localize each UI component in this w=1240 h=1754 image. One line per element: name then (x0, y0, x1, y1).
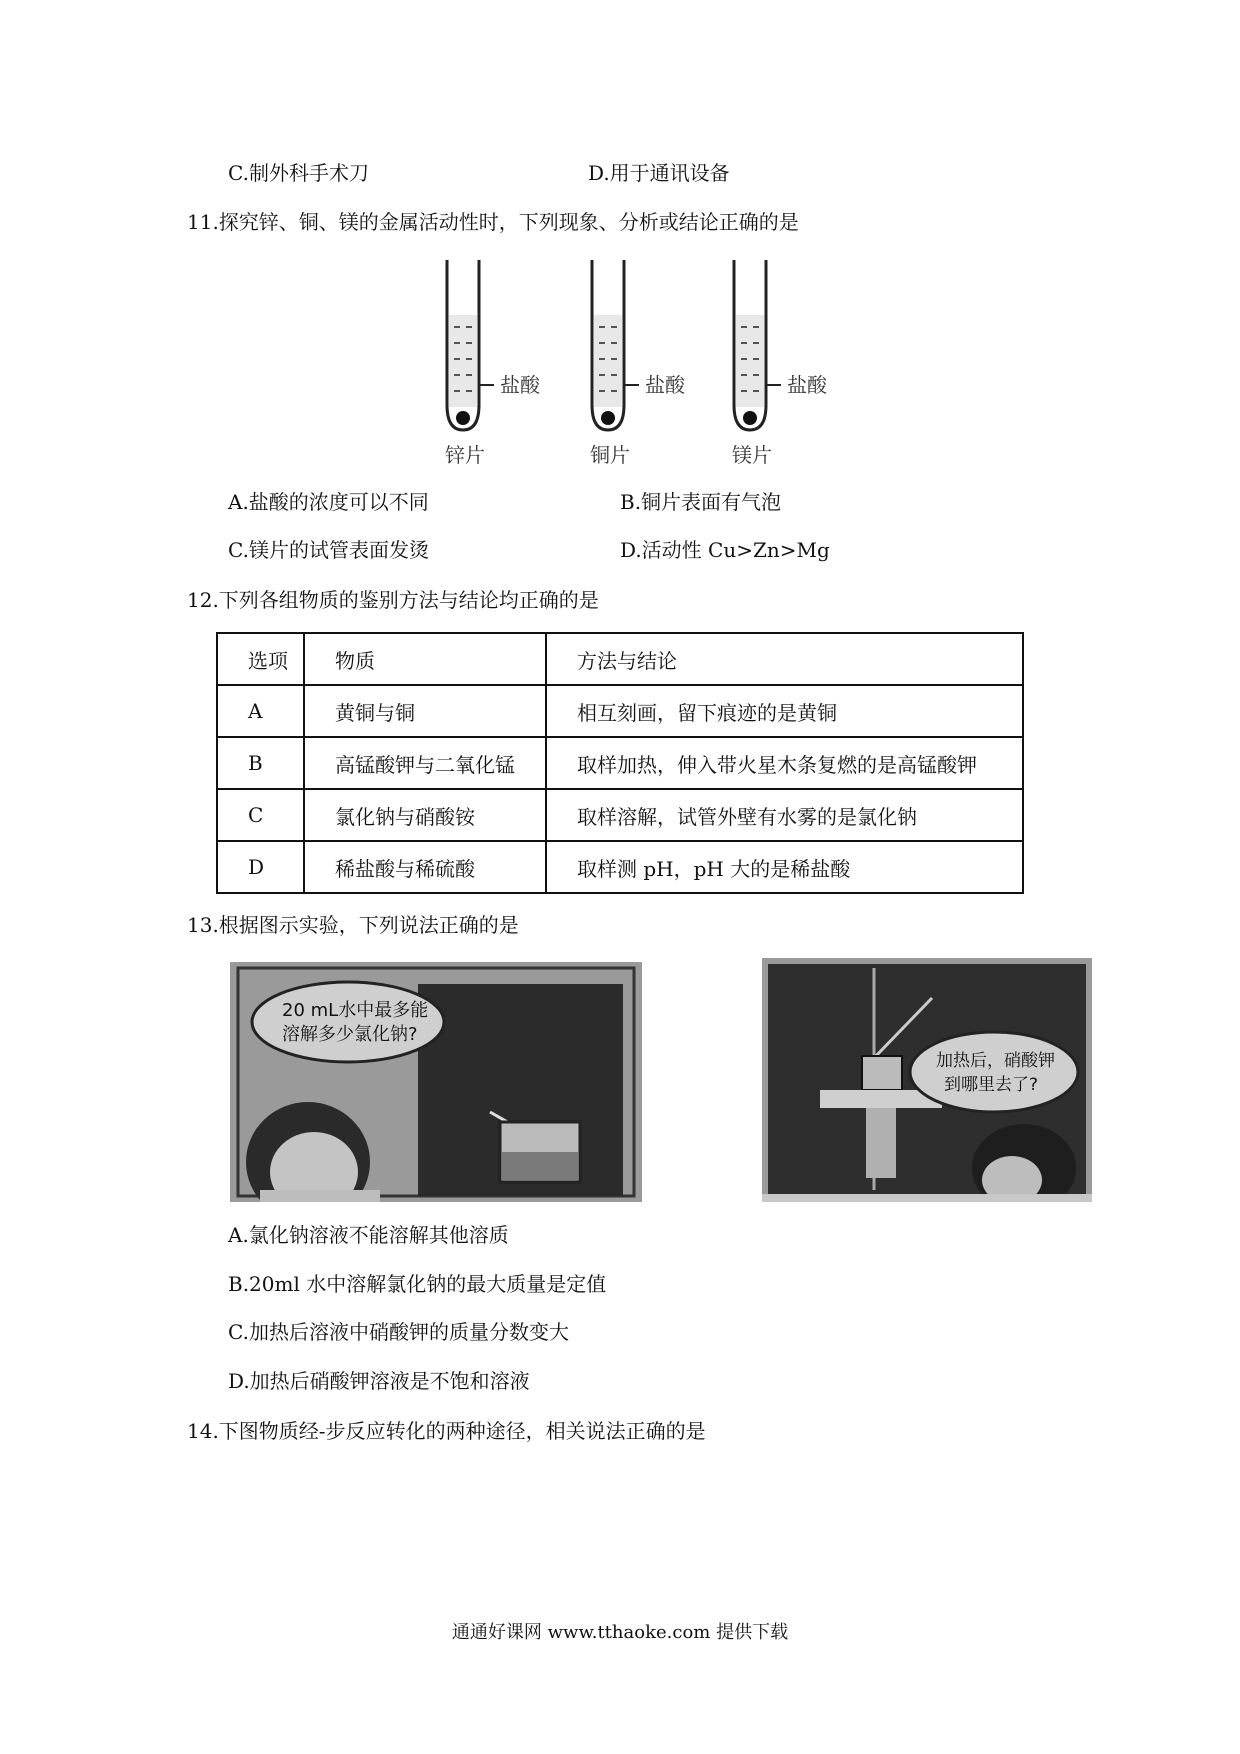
experiment-photo-right (762, 958, 1092, 1202)
q11-option-c: C.镁片的试管表面发烫 (228, 538, 429, 562)
table-cell: 氯化钠与硝酸铵 (304, 789, 546, 841)
table-row (217, 685, 1023, 737)
test-tube-zinc (447, 260, 494, 430)
bubble-left-line-2: 溶解多少氯化钠? (282, 1024, 418, 1045)
q13-option-c: C.加热后溶液中硝酸钾的质量分数变大 (228, 1320, 569, 1344)
table-header-cell: 选项 (217, 633, 304, 685)
table-cell: 稀盐酸与稀硫酸 (304, 841, 546, 893)
q11-option-b: B.铜片表面有气泡 (620, 490, 782, 514)
table-cell: 相互刻画，留下痕迹的是黄铜 (546, 685, 1023, 737)
table-cell: 取样测 pH，pH 大的是稀盐酸 (546, 841, 1023, 893)
acid-label-3: 盐酸 (787, 373, 827, 397)
table-cell: 高锰酸钾与二氧化锰 (304, 737, 546, 789)
q11-stem: 11.探究锌、铜、镁的金属活动性时，下列现象、分析或结论正确的是 (187, 210, 799, 234)
page-footer: 通通好课网 www.tthaoke.com 提供下载 (451, 1622, 789, 1643)
table-cell: 黄铜与铜 (304, 685, 546, 737)
q13-option-a: A.氯化钠溶液不能溶解其他溶质 (228, 1223, 509, 1247)
tube-label-magnesium: 镁片 (732, 443, 772, 467)
q11-option-a: A.盐酸的浓度可以不同 (228, 490, 429, 514)
q12-stem: 12.下列各组物质的鉴别方法与结论均正确的是 (187, 588, 599, 612)
table-cell: C (217, 789, 304, 841)
table-row (217, 737, 1023, 789)
bubble-left-line-1: 20 mL水中最多能 (282, 1000, 429, 1021)
q13-stem: 13.根据图示实验，下列说法正确的是 (187, 913, 519, 937)
tube-label-copper: 铜片 (590, 443, 630, 467)
q13-option-b: B.20ml 水中溶解氯化钠的最大质量是定值 (228, 1272, 607, 1296)
table-cell: 取样溶解，试管外壁有水雾的是氯化钠 (546, 789, 1023, 841)
table-row (217, 841, 1023, 893)
table-cell: A (217, 685, 304, 737)
acid-label-1: 盐酸 (500, 373, 540, 397)
q12-table (216, 632, 1024, 894)
bubble-right-line-2: 到哪里去了? (944, 1075, 1039, 1095)
table-cell: D (217, 841, 304, 893)
experiment-photo-left (230, 962, 642, 1202)
table-cell: 取样加热，伸入带火星木条复燃的是高锰酸钾 (546, 737, 1023, 789)
q10-option-c: C.制外科手术刀 (228, 161, 369, 185)
table-header-row (217, 633, 1023, 685)
table-header-cell: 物质 (304, 633, 546, 685)
bubble-right-line-1: 加热后，硝酸钾 (936, 1051, 1055, 1071)
q14-stem: 14.下图物质经-步反应转化的两种途径，相关说法正确的是 (187, 1419, 706, 1443)
acid-label-2: 盐酸 (645, 373, 685, 397)
table-header-cell: 方法与结论 (546, 633, 1023, 685)
q10-option-d: D.用于通讯设备 (588, 161, 730, 185)
table-cell: B (217, 737, 304, 789)
test-tube-copper (592, 260, 639, 430)
table-row (217, 789, 1023, 841)
test-tubes-figure (430, 255, 860, 475)
q11-option-d: D.活动性 Cu>Zn>Mg (620, 538, 830, 562)
q13-option-d: D.加热后硝酸钾溶液是不饱和溶液 (228, 1369, 530, 1393)
test-tube-magnesium (734, 260, 781, 430)
tube-label-zinc: 锌片 (445, 443, 485, 467)
